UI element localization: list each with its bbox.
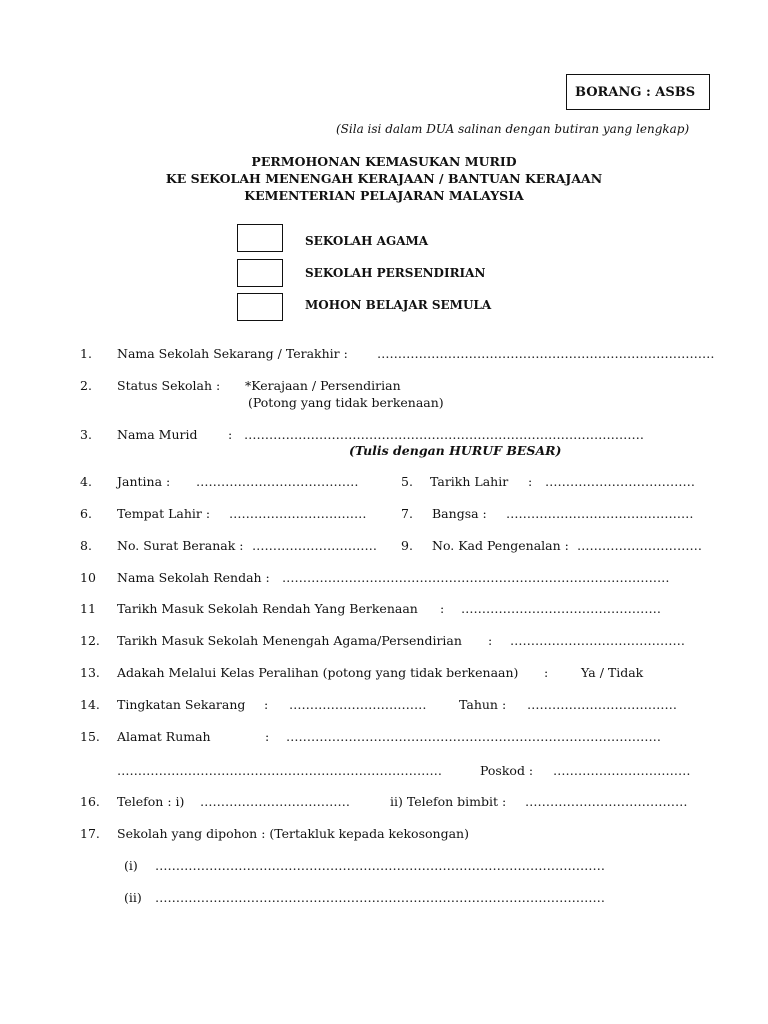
field-17-choice-1-roman: (i) (124, 858, 138, 873)
field-4-input[interactable]: ………………………………… (196, 474, 359, 489)
field-13-number: 13. (80, 665, 100, 680)
checkbox-mohon-belajar-semula[interactable] (237, 293, 283, 321)
field-2-value[interactable]: *Kerajaan / Persendirian (245, 378, 401, 393)
checkbox-sekolah-agama[interactable] (237, 224, 283, 252)
field-4-number: 4. (80, 474, 92, 489)
title-line-3: KEMENTERIAN PELAJARAN MALAYSIA (244, 188, 524, 203)
field-17-number: 17. (80, 826, 100, 841)
field-16-label-2: ii) Telefon bimbit : (390, 794, 507, 809)
field-14-tahun-label: Tahun : (459, 697, 507, 712)
field-8-number: 8. (80, 538, 92, 553)
field-12-input[interactable]: …………………………………… (510, 633, 685, 648)
field-12-label: Tarikh Masuk Sekolah Menengah Agama/Persendirian (117, 633, 462, 648)
field-11-colon: : (440, 601, 445, 616)
field-10-input[interactable]: ………………………………………………………………………………… (282, 570, 670, 585)
field-16-label: Telefon : i) (117, 794, 185, 809)
field-11-label: Tarikh Masuk Sekolah Rendah Yang Berkenaan (117, 601, 418, 616)
field-6-label: Tempat Lahir : (117, 506, 211, 521)
field-2-number: 2. (80, 378, 92, 393)
instruction-text: (Sila isi dalam DUA salinan dengan butiran yang lengkap) (336, 122, 690, 136)
field-15-label: Alamat Rumah (117, 729, 211, 744)
field-13-colon: : (544, 665, 549, 680)
field-6-number: 6. (80, 506, 92, 521)
field-14-colon: : (264, 697, 269, 712)
field-9-label: No. Kad Pengenalan : (432, 538, 569, 553)
field-13-value[interactable]: Ya / Tidak (581, 665, 644, 680)
field-7-label: Bangsa : (432, 506, 487, 521)
field-15-poskod-label: Poskod : (480, 763, 534, 778)
field-5-colon: : (528, 474, 533, 489)
title-line-1: PERMOHONAN KEMASUKAN MURID (251, 154, 517, 169)
field-2-note: (Potong yang tidak berkenaan) (248, 395, 444, 410)
field-10-number: 10 (80, 570, 96, 585)
field-5-label: Tarikh Lahir (430, 474, 509, 489)
field-9-input[interactable]: ………………………… (577, 538, 702, 553)
field-10-label: Nama Sekolah Rendah : (117, 570, 270, 585)
field-17-choice-2-input[interactable]: ……………………………………………………………………………………………… (155, 890, 605, 905)
field-1-input[interactable]: ……………………………………………………………………… (377, 346, 715, 361)
field-2-label: Status Sekolah : (117, 378, 221, 393)
field-8-input[interactable]: ………………………… (252, 538, 377, 553)
field-1-label: Nama Sekolah Sekarang / Terakhir : (117, 346, 348, 361)
field-1-number: 1. (80, 346, 92, 361)
field-16-input[interactable]: ……………………………… (200, 794, 350, 809)
field-13-label: Adakah Melalui Kelas Peralihan (potong yang tidak berkenaan) (117, 665, 519, 680)
field-3-input[interactable]: …………………………………………………………………………………… (244, 427, 644, 442)
field-16-input-2[interactable]: ………………………………… (525, 794, 688, 809)
field-3-label: Nama Murid (117, 427, 198, 442)
field-15-number: 15. (80, 729, 100, 744)
form-code-box (566, 74, 710, 110)
field-7-input[interactable]: ……………………………………… (506, 506, 694, 521)
field-3-number: 3. (80, 427, 92, 442)
field-14-number: 14. (80, 697, 100, 712)
title-line-2: KE SEKOLAH MENENGAH KERAJAAN / BANTUAN KERAJAAN (165, 171, 603, 186)
field-14-label: Tingkatan Sekarang (117, 697, 246, 712)
field-9-number: 9. (401, 538, 413, 553)
field-12-number: 12. (80, 633, 100, 648)
field-11-input[interactable]: ………………………………………… (461, 601, 661, 616)
field-17-label: Sekolah yang dipohon : (Tertakluk kepada kekosongan) (117, 826, 469, 841)
option-label-sekolah-agama: SEKOLAH AGAMA (305, 234, 429, 248)
field-11-number: 11 (80, 601, 96, 616)
field-17-choice-1-input[interactable]: ……………………………………………………………………………………………… (155, 858, 605, 873)
field-6-input[interactable]: …………………………… (229, 506, 367, 521)
field-15-input[interactable]: ……………………………………………………………………………… (286, 729, 661, 744)
field-5-number: 5. (401, 474, 413, 489)
form-code: BORANG : ASBS (575, 84, 696, 100)
field-5-input[interactable]: ……………………………… (545, 474, 695, 489)
field-17-choice-2-roman: (ii) (124, 890, 142, 905)
field-14-input[interactable]: …………………………… (289, 697, 427, 712)
field-16-number: 16. (80, 794, 100, 809)
field-3-note: (Tulis dengan HURUF BESAR) (349, 443, 562, 458)
option-label-sekolah-persendirian: SEKOLAH PERSENDIRIAN (305, 266, 486, 280)
checkbox-sekolah-persendirian[interactable] (237, 259, 283, 287)
field-8-label: No. Surat Beranak : (117, 538, 244, 553)
field-14-tahun-input[interactable]: ……………………………… (527, 697, 677, 712)
field-7-number: 7. (401, 506, 413, 521)
field-4-label: Jantina : (117, 474, 171, 489)
field-3-colon: : (228, 427, 233, 442)
option-label-mohon-belajar-semula: MOHON BELAJAR SEMULA (305, 298, 492, 312)
field-12-colon: : (488, 633, 493, 648)
field-15-poskod-input[interactable]: …………………………… (553, 763, 691, 778)
field-15-colon: : (265, 729, 270, 744)
field-15-input-line-2[interactable]: …………………………………………………………………… (117, 763, 442, 778)
